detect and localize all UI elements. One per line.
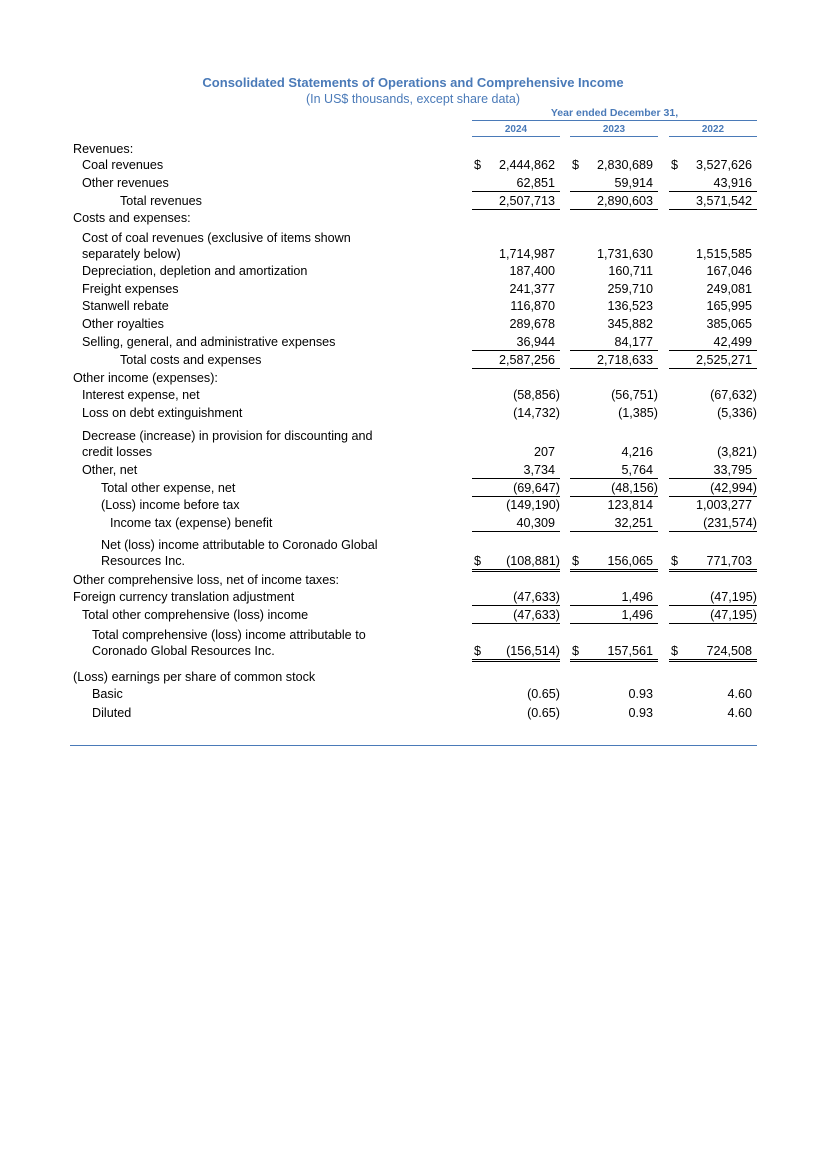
- value-text: 36,944: [516, 335, 555, 349]
- value-text: 2,587,256: [498, 353, 555, 367]
- value-text: (0.65): [527, 687, 560, 701]
- row-value: [669, 590, 757, 606]
- row-label: (Loss) income before tax: [101, 498, 240, 512]
- row-label: Resources Inc.: [101, 554, 185, 568]
- value-text: 207: [533, 445, 555, 459]
- row-value: [472, 554, 560, 572]
- row-value: [472, 335, 560, 351]
- row-value: [669, 282, 757, 297]
- row-value: [570, 445, 658, 460]
- row-value: [669, 406, 757, 421]
- value-text: 136,523: [607, 299, 653, 313]
- row-value: [669, 644, 757, 662]
- value-text: 2,890,603: [596, 194, 653, 208]
- row-value: [570, 158, 658, 173]
- value-text: 2,525,271: [695, 353, 752, 367]
- value-text: (47,633): [513, 608, 560, 622]
- row-label: Coal revenues: [82, 158, 164, 172]
- value-text: (0.65): [527, 706, 560, 720]
- value-text: 385,065: [706, 317, 752, 331]
- row-value: [472, 406, 560, 421]
- row-value: [570, 264, 658, 279]
- currency-symbol: $: [572, 644, 580, 658]
- row-value: [669, 706, 757, 721]
- value-text: 1,003,277: [695, 498, 752, 512]
- row-value: [570, 481, 658, 497]
- value-text: 33,795: [713, 463, 752, 477]
- value-text: 59,914: [614, 176, 653, 190]
- row-value: [669, 498, 757, 513]
- row-label: Other comprehensive loss, net of income taxes:: [73, 573, 339, 587]
- row-label: Net (loss) income attributable to Coronado Global: [101, 538, 378, 552]
- row-label: Selling, general, and administrative expenses: [82, 335, 336, 349]
- row-value: [472, 158, 560, 173]
- row-label: Other revenues: [82, 176, 169, 190]
- value-text: 249,081: [706, 282, 752, 296]
- currency-symbol: $: [572, 158, 580, 172]
- value-text: 1,515,585: [695, 247, 752, 261]
- row-value: [669, 554, 757, 572]
- value-text: 0.93: [628, 687, 653, 701]
- row-label: Total other comprehensive (loss) income: [82, 608, 309, 622]
- row-value: [570, 317, 658, 332]
- value-text: 724,508: [706, 644, 752, 658]
- value-text: 1,496: [621, 590, 653, 604]
- value-text: 4.60: [727, 687, 752, 701]
- value-text: (14,732): [513, 406, 560, 420]
- value-text: 165,995: [706, 299, 752, 313]
- row-value: [570, 388, 658, 403]
- row-value: [669, 247, 757, 262]
- value-text: (69,647): [513, 481, 560, 495]
- row-value: [472, 388, 560, 403]
- row-value: [472, 706, 560, 721]
- row-value: [669, 335, 757, 351]
- value-text: (5,336): [717, 406, 757, 420]
- row-value: [570, 353, 658, 369]
- value-text: 241,377: [509, 282, 555, 296]
- value-text: 1,731,630: [596, 247, 653, 261]
- value-text: (1,385): [618, 406, 658, 420]
- value-text: 157,561: [607, 644, 653, 658]
- row-value: [570, 194, 658, 210]
- row-label: Freight expenses: [82, 282, 179, 296]
- row-value: [570, 644, 658, 662]
- value-text: (156,514): [506, 644, 560, 658]
- row-label: Interest expense, net: [82, 388, 200, 402]
- currency-symbol: $: [474, 554, 482, 568]
- currency-symbol: $: [671, 158, 679, 172]
- row-value: [570, 247, 658, 262]
- value-text: 3,734: [523, 463, 555, 477]
- value-text: (58,856): [513, 388, 560, 402]
- row-label: Total comprehensive (loss) income attributable to: [92, 628, 366, 642]
- value-text: (42,994): [710, 481, 757, 495]
- currency-symbol: $: [671, 554, 679, 568]
- row-value: [669, 264, 757, 279]
- row-value: [570, 554, 658, 572]
- row-value: [472, 317, 560, 332]
- row-value: [472, 516, 560, 532]
- row-value: [669, 176, 757, 192]
- value-text: 5,764: [621, 463, 653, 477]
- row-value: [669, 687, 757, 702]
- row-label: Other, net: [82, 463, 138, 477]
- row-value: [570, 282, 658, 297]
- row-value: [570, 608, 658, 624]
- statement-title: Consolidated Statements of Operations and Comprehensive Income: [202, 75, 624, 90]
- value-text: 2,830,689: [596, 158, 653, 172]
- row-value: [570, 706, 658, 721]
- value-text: 259,710: [607, 282, 653, 296]
- row-value: [570, 687, 658, 702]
- row-value: [669, 608, 757, 624]
- row-value: [472, 247, 560, 262]
- statement-subtitle: (In US$ thousands, except share data): [305, 92, 520, 106]
- row-value: [570, 463, 658, 479]
- row-value: [472, 481, 560, 497]
- value-text: (108,881): [506, 554, 560, 568]
- value-text: 42,499: [713, 335, 752, 349]
- row-value: [570, 299, 658, 314]
- row-label: Other royalties: [82, 317, 164, 331]
- value-text: 289,678: [509, 317, 555, 331]
- value-text: 116,870: [510, 299, 555, 313]
- value-text: 84,177: [614, 335, 653, 349]
- row-label: Basic: [92, 687, 123, 701]
- year-ended-header: Year ended December 31,: [472, 107, 757, 121]
- value-text: 3,571,542: [695, 194, 752, 208]
- value-text: 771,703: [706, 554, 752, 568]
- row-label: credit losses: [82, 445, 152, 459]
- value-text: 156,065: [607, 554, 653, 568]
- row-value: [669, 194, 757, 210]
- currency-symbol: $: [474, 158, 482, 172]
- row-value: [669, 481, 757, 497]
- row-value: [472, 194, 560, 210]
- row-label: Decrease (increase) in provision for discounting and: [82, 429, 373, 443]
- value-text: (47,195): [710, 608, 757, 622]
- value-text: 3,527,626: [695, 158, 752, 172]
- value-text: (47,633): [513, 590, 560, 604]
- value-text: (56,751): [611, 388, 658, 402]
- value-text: (149,190): [506, 498, 560, 512]
- row-value: [472, 608, 560, 624]
- row-label: Revenues:: [73, 142, 134, 156]
- value-text: 4.60: [727, 706, 752, 720]
- row-value: [669, 516, 757, 532]
- row-label: Cost of coal revenues (exclusive of items shown: [82, 231, 351, 245]
- row-value: [669, 299, 757, 314]
- row-value: [669, 445, 757, 460]
- row-value: [472, 299, 560, 314]
- value-text: 160,711: [608, 264, 653, 278]
- currency-symbol: $: [474, 644, 482, 658]
- value-text: (231,574): [703, 516, 757, 530]
- row-value: [472, 644, 560, 662]
- column-header-2022: 2022: [669, 124, 757, 137]
- value-text: (47,195): [710, 590, 757, 604]
- row-value: [669, 463, 757, 479]
- value-text: 167,046: [706, 264, 752, 278]
- currency-symbol: $: [671, 644, 679, 658]
- row-label: (Loss) earnings per share of common stock: [73, 670, 316, 684]
- value-text: 123,814: [607, 498, 653, 512]
- row-value: [472, 590, 560, 606]
- value-text: 187,400: [509, 264, 555, 278]
- row-value: [570, 498, 658, 513]
- row-label: Other income (expenses):: [73, 371, 218, 385]
- row-value: [570, 335, 658, 351]
- row-value: [472, 687, 560, 702]
- row-value: [472, 282, 560, 297]
- value-text: 32,251: [614, 516, 653, 530]
- row-label: Total other expense, net: [101, 481, 236, 495]
- row-label: Income tax (expense) benefit: [110, 516, 273, 530]
- value-text: 1,496: [621, 608, 653, 622]
- row-value: [570, 516, 658, 532]
- value-text: 4,216: [621, 445, 653, 459]
- row-label: Stanwell rebate: [82, 299, 169, 313]
- value-text: 2,718,633: [596, 353, 653, 367]
- row-value: [570, 176, 658, 192]
- footer-divider: [70, 745, 757, 746]
- row-value: [472, 353, 560, 369]
- column-header-2024: 2024: [472, 124, 560, 137]
- row-value: [570, 590, 658, 606]
- row-label: Foreign currency translation adjustment: [73, 590, 295, 604]
- row-label: Diluted: [92, 706, 132, 720]
- value-text: 1,714,987: [498, 247, 555, 261]
- row-label: Loss on debt extinguishment: [82, 406, 243, 420]
- row-value: [472, 498, 560, 513]
- row-label: Costs and expenses:: [73, 211, 191, 225]
- value-text: 62,851: [516, 176, 555, 190]
- value-text: 0.93: [628, 706, 653, 720]
- value-text: 345,882: [607, 317, 653, 331]
- value-text: (67,632): [710, 388, 757, 402]
- currency-symbol: $: [572, 554, 580, 568]
- row-value: [472, 264, 560, 279]
- row-label: Total revenues: [120, 194, 202, 208]
- row-value: [472, 463, 560, 479]
- value-text: 40,309: [516, 516, 555, 530]
- row-value: [669, 317, 757, 332]
- value-text: (3,821): [717, 445, 757, 459]
- row-value: [669, 388, 757, 403]
- row-label: Depreciation, depletion and amortization: [82, 264, 308, 278]
- row-value: [472, 176, 560, 192]
- row-value: [472, 445, 560, 460]
- row-value: [669, 353, 757, 369]
- value-text: (48,156): [611, 481, 658, 495]
- value-text: 2,444,862: [498, 158, 555, 172]
- row-value: [570, 406, 658, 421]
- value-text: 2,507,713: [498, 194, 555, 208]
- value-text: 43,916: [713, 176, 752, 190]
- row-label: Coronado Global Resources Inc.: [92, 644, 275, 658]
- row-label: Total costs and expenses: [120, 353, 262, 367]
- row-label: separately below): [82, 247, 181, 261]
- row-value: [669, 158, 757, 173]
- column-header-2023: 2023: [570, 124, 658, 137]
